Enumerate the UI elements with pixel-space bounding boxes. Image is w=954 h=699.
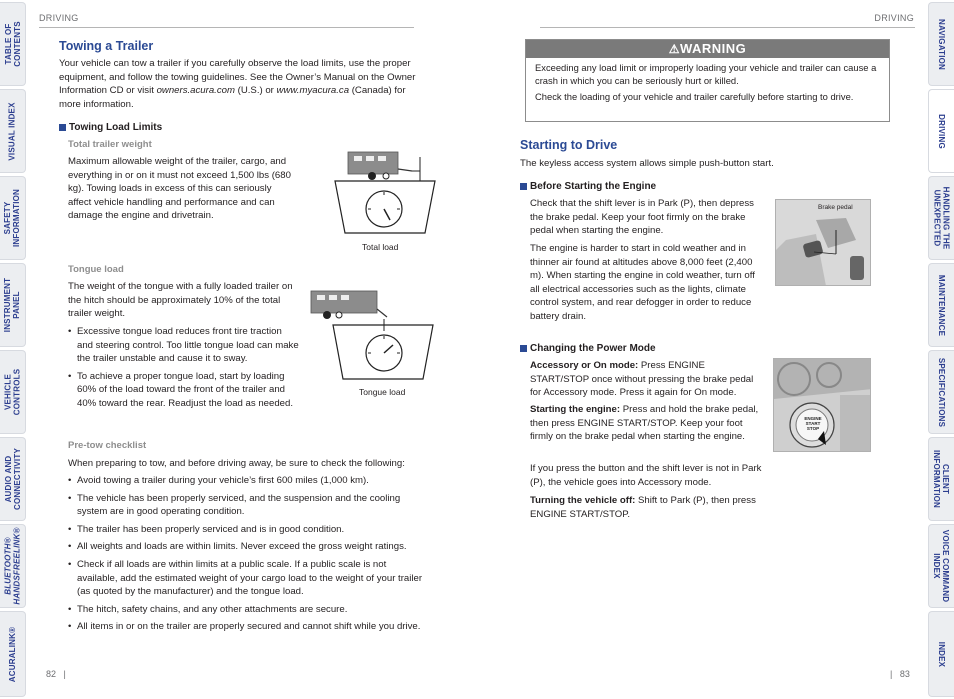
tab-label: VISUAL INDEX <box>8 101 18 161</box>
tab-visual-index[interactable] <box>0 89 26 173</box>
engine-start-button-label: ENGINE START STOP <box>804 416 822 431</box>
tab-label: ACURALINK® <box>8 626 18 682</box>
starting-engine-text: Starting the engine: Press and hold the brake pedal, then press ENGINE START/STOP. Keep your foot firmly on the brake pedal when starting the engine. <box>530 404 759 443</box>
tab-index[interactable] <box>928 611 954 697</box>
warning-triangle-icon: ⚠ <box>668 42 680 56</box>
towing-title: Towing a Trailer <box>59 39 154 53</box>
warning-bar <box>526 40 889 58</box>
tab-label: TABLE OF CONTENTS <box>3 21 22 67</box>
total-weight-text: Maximum allowable weight of the trailer, cargo, and everything in or on it must not exceed 1,500 lbs (680 kg). Towing loads in excess of this can seriously affect vehicle handling and performance and can damage the engine and drivetrain. <box>68 156 291 222</box>
tab-vehicle-controls[interactable] <box>0 350 26 434</box>
dashboard-drawing <box>774 359 871 452</box>
towing-intro: Your vehicle can tow a trailer if you carefully observe the load limits, use the proper equipment, and follow the towing guidelines. See the Owner’s Manual on the Owner Information CD or visit owners.acura.com (U.S.) or www.myacura.ca (Canada) for more information. <box>59 58 416 110</box>
tab-specifications[interactable] <box>928 350 954 434</box>
running-header-right: DRIVING <box>874 13 914 23</box>
before-starting-text-1: Check that the shift lever is in Park (P), then depress the brake pedal. Keep your foot firmly on the brake pedal when starting the engine. <box>530 198 754 237</box>
warning-text-2: Check the loading of your vehicle and trailer carefully before starting to drive. <box>535 91 854 102</box>
tab-label: SPECIFICATIONS <box>937 357 947 427</box>
tab-label: DRIVING <box>937 113 946 149</box>
towing-load-limits-heading: Towing Load Limits <box>59 122 162 133</box>
tab-safety-information[interactable] <box>0 176 26 260</box>
running-header-left: DRIVING <box>39 13 79 23</box>
tongue-load-text: The weight of the tongue with a fully loaded trailer on the hitch should be approximately 10% of the total trailer weight. <box>68 281 293 320</box>
before-starting-text-2: The engine is harder to start in cold weather and in thinner air found at altitudes above 8,000 feet (2,400 m). When starting the engine in cold weather, turn off all electrical accessories such as the lights, climate control system, and rear defogger in order to reduce battery drain. <box>530 243 755 322</box>
tab-label: VEHICLE CONTROLS <box>3 368 22 416</box>
tab-label: AUDIO AND CONNECTIVITY <box>3 448 22 510</box>
warning-label: WARNING <box>679 41 747 56</box>
header-rule-right <box>540 27 915 28</box>
list-item: • All items in or on the trailer are properly secured and cannot shift while you drive. <box>68 620 428 634</box>
owners-link[interactable]: owners.acura.com <box>156 85 235 97</box>
list-item: • All weights and loads are within limits. Never exceed the gross weight ratings. <box>68 540 428 554</box>
tab-label: CLIENT INFORMATION <box>932 449 951 509</box>
engine-start-photo <box>773 358 871 452</box>
starting-intro: The keyless access system allows simple push-button start. <box>520 158 774 169</box>
tab-label: BLUETOOTH® HANDSFREELINK® <box>3 527 22 605</box>
checklist-intro: When preparing to tow, and before driving away, be sure to check the following: <box>68 458 405 469</box>
tongue-load-illustration <box>305 287 435 387</box>
list-item: • The trailer has been properly serviced and is in good condition. <box>68 523 428 537</box>
warning-text-1: Exceeding any load limit or improperly loading your vehicle and trailer can cause a crash in which you can be seriously hurt or killed. <box>535 62 877 86</box>
tab-label: HANDLING THE UNEXPECTED <box>932 186 951 250</box>
pre-tow-checklist-heading: Pre-tow checklist <box>68 440 147 451</box>
tab-bluetooth-handsfreelink[interactable] <box>0 524 26 608</box>
tab-navigation[interactable] <box>928 2 954 86</box>
tab-label: SAFETY INFORMATION <box>3 188 22 248</box>
turning-off-text: Turning the vehicle off: Shift to Park (P), then press ENGINE START/STOP. <box>530 495 756 520</box>
tab-label: INDEX <box>937 641 947 667</box>
header-rule-left <box>39 27 414 28</box>
warning-box <box>525 39 890 122</box>
page-number-left: 82 | <box>46 669 66 679</box>
tab-maintenance[interactable] <box>928 263 954 347</box>
list-item: • The hitch, safety chains, and any other attachments are secure. <box>68 603 428 617</box>
starting-title: Starting to Drive <box>520 138 618 152</box>
list-item: • Excessive tongue load reduces front tire traction and steering control. Too little tongue load can make the trailer unstable and cause it to sway. <box>68 325 300 366</box>
list-item: • To achieve a proper tongue load, start by loading 60% of the load toward the front of the trailer and 40% toward the rear. Readjust the load as needed. <box>68 370 300 411</box>
brake-pedal-photo <box>775 199 871 286</box>
total-load-illustration <box>330 147 440 247</box>
tab-voice-command-index[interactable] <box>928 524 954 608</box>
tab-instrument-panel[interactable] <box>0 263 26 347</box>
page-number-right: | 83 <box>890 669 910 679</box>
park-mode-text: If you press the button and the shift lever is not in Park (P), the vehicle goes into Accessory mode. <box>530 463 762 488</box>
tab-audio-connectivity[interactable] <box>0 437 26 521</box>
tab-label: INSTRUMENT PANEL <box>3 277 22 333</box>
brake-pedal-drawing <box>776 200 871 286</box>
tab-client-information[interactable] <box>928 437 954 521</box>
total-load-caption: Total load <box>362 242 399 252</box>
tab-handling-unexpected[interactable] <box>928 176 954 260</box>
power-mode-heading: Changing the Power Mode <box>520 343 656 354</box>
heading-marker <box>520 183 527 190</box>
heading-marker <box>520 345 527 352</box>
list-item: • Check if all loads are within limits at a public scale. If a public scale is not available, add the estimated weight of your cargo load to the weight of your trailer (as quoted by the manufacturer) and the tongue load. <box>68 558 428 599</box>
before-starting-heading: Before Starting the Engine <box>520 181 656 192</box>
brake-pedal-label: Brake pedal <box>818 204 853 211</box>
tab-label: NAVIGATION <box>937 18 947 70</box>
accessory-mode-text: Accessory or On mode: Press ENGINE START/STOP once without pressing the brake pedal for Accessory mode. Press it again for On mode. <box>530 360 754 399</box>
tongue-load-caption: Tongue load <box>359 387 406 397</box>
total-weight-heading: Total trailer weight <box>68 139 152 150</box>
heading-marker <box>59 124 66 131</box>
tongue-bullets <box>68 325 300 415</box>
pre-tow-checklist <box>68 474 428 638</box>
tab-label: VOICE COMMAND INDEX <box>932 529 951 603</box>
tab-table-of-contents[interactable] <box>0 2 26 86</box>
tongue-load-heading: Tongue load <box>68 264 124 275</box>
myacura-link[interactable]: www.myacura.ca <box>276 85 350 97</box>
list-item: • Avoid towing a trailer during your vehicle’s first 600 miles (1,000 km). <box>68 474 428 488</box>
tab-acuralink[interactable] <box>0 611 26 697</box>
tab-label: MAINTENANCE <box>937 274 946 336</box>
tab-driving[interactable] <box>928 89 954 173</box>
list-item: • The vehicle has been properly serviced, and the suspension and the cooling system are in good operating condition. <box>68 492 428 519</box>
